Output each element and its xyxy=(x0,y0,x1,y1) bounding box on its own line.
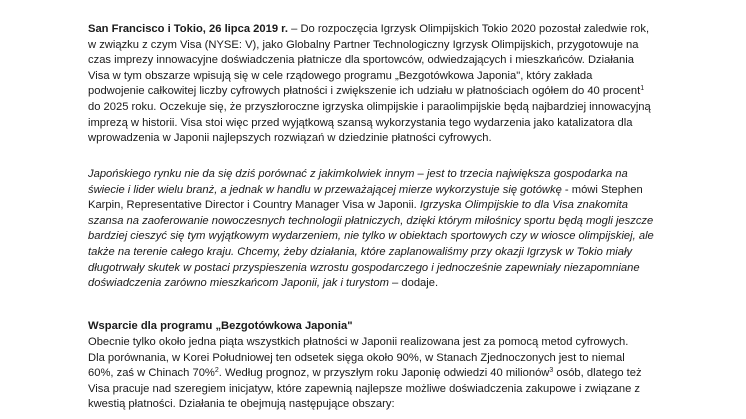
text-line: Dla porównania, w Korei Południowej ten odsetek sięga około 90%, w Stanach Zjednoczonych jest to niemal xyxy=(88,351,625,364)
text-span: . Według prognoz, w przyszłym roku Japonię odwiedzi 40 milionów xyxy=(218,367,550,380)
footnote-marker: 1 xyxy=(640,85,645,93)
footnote-marker: 3 xyxy=(549,367,554,375)
text-line: czas imprezy innowacyjne doświadczenia płatnicze dla sportowców, odwiedzających i mieszkańców. Działania xyxy=(88,54,634,67)
text-line xyxy=(88,366,682,382)
text-line: w związku z czym Visa (NYSE: V), jako Globalny Partner Technologiczny Igrzysk Olimpijskich, przygotowuje na xyxy=(88,38,639,51)
text-span: – dodaje. xyxy=(388,277,439,290)
text-span: świecie i lider wielu branż, a jednak w handlu w przeważającej mierze wykorzystuje się gotówkę xyxy=(88,183,562,196)
text-span: Karpin, Representative Director i Country Manager Visa w Japonii. xyxy=(88,199,420,212)
text-line xyxy=(88,22,682,38)
text-line: długotrwały skutek w postaci przyspieszenia wzrostu gospodarczego i jednocześnie zapewniały niezapomniane xyxy=(88,261,640,274)
text-span: osób, dlatego też xyxy=(553,367,642,380)
text-line: do 2025 roku. Oczekuje się, że przyszłoroczne igrzyska olimpijskie i paraolimpijskie będą najbardziej innowacyjną xyxy=(88,100,651,113)
text-line: Visa w tym obszarze wpisują się w cele rządowego programu „Bezgotówkowa Japonia", który zakłada xyxy=(88,69,593,82)
text-line: kwestią płatności. Działania te obejmują następujące obszary: xyxy=(88,398,395,411)
text-span: – Do rozpoczęcia Igrzysk Olimpijskich Tokio 2020 pozostał zaledwie rok, xyxy=(288,23,650,35)
text-span: 60%, zaś w Chinach 70% xyxy=(88,367,215,380)
text-line: wprowadzenia w Japonii najlepszych rozwiązań w dziedzinie płatności cyfrowych. xyxy=(88,132,492,145)
text-span: podwojenie całkowitej liczby cyfrowych płatności i zwiększenie ich udziału w płatnościach ogółem do 40 procent xyxy=(88,85,641,98)
intro-paragraph xyxy=(88,22,682,147)
section-heading: Wsparcie dla programu „Bezgotówkowa Japonia" xyxy=(88,320,353,332)
text-line xyxy=(88,198,682,214)
body-paragraph xyxy=(88,335,682,413)
text-line: Obecnie tylko około jedna piąta wszystkich płatności w Japonii realizowana jest za pomocą metod cyfrowych. xyxy=(88,336,629,348)
text-line: szansa na zaoferowanie nowoczesnych technologii płatniczych, dzięki którym miłośnicy sportu będą mogli jeszcze xyxy=(88,214,654,227)
text-line: Japońskiego rynku nie da się dziś porównać z jakimkolwiek innym – jest to trzecia największa gospodarka na xyxy=(88,168,628,180)
quote-paragraph xyxy=(88,167,682,292)
text-line xyxy=(88,84,682,100)
text-line: imprezą w historii. Visa stoi więc przed wyjątkową szansą wykorzystania tego wydarzenia jako katalizatora dla xyxy=(88,116,633,129)
text-span: doświadczenia zarówno mieszkańcom Japonii, jak i turystom xyxy=(88,277,389,290)
text-line xyxy=(88,276,682,292)
text-line: Visa pracuje nad szeregiem inicjatyw, które zapewnią najlepsze możliwe doświadczenia zakupowe i związane z xyxy=(88,382,640,395)
text-span: Igrzyska Olimpijskie to dla Visa znakomita xyxy=(419,199,628,212)
text-line: bardziej cieszyć się tym wyjątkowym wydarzeniem, nie tylko w obiektach sportowych czy w wiosce olimpijskiej, ale xyxy=(88,230,654,243)
text-span: - mówi Stephen xyxy=(561,183,643,196)
footnote-marker: 2 xyxy=(214,367,219,375)
dateline: San Francisco i Tokio, 26 lipca 2019 r. xyxy=(88,23,289,35)
text-line xyxy=(88,183,682,199)
text-line: także na terenie całego kraju. Chcemy, żeby działania, które zaplanowaliśmy przy okazji Igrzysk w Tokio miały xyxy=(88,245,633,258)
